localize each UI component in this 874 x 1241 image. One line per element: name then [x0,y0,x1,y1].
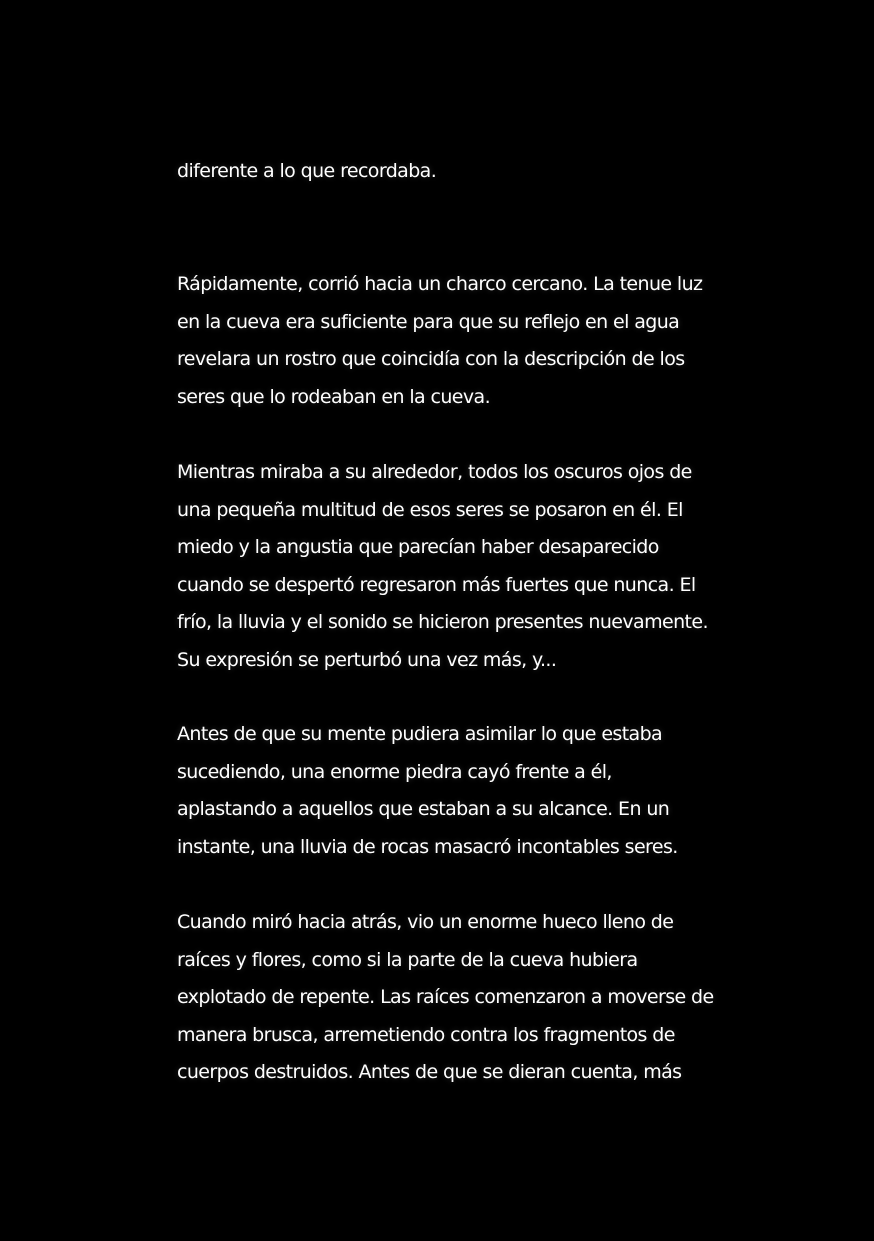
text-line: seres que lo rodeaban en la cueva. [177,385,491,408]
text-line: Antes de que su mente pudiera asimilar lo que estaba [177,723,663,745]
text-line: frío, la lluvia y el sonido se hicieron presentes nuevamente. [177,611,708,634]
text-line: una pequeña multitud de esos seres se posaron en él. El [177,498,683,521]
text-line: Mientras miraba a su alrededor, todos los oscuros ojos de [177,461,692,483]
text-line: Su expresión se perturbó una vez más, y... [177,649,557,671]
text-line: en la cueva era suficiente para que su reflejo en el agua [177,310,680,333]
text-line: diferente a lo que recordaba. [177,160,437,182]
text-line: explotado de repente. Las raíces comenzaron a moverse de [177,986,714,1009]
text-line: revelara un rostro que coincidía con la descripción de los [177,348,685,371]
text-line: instante, una lluvia de rocas masacró incontables seres. [177,835,678,858]
text-line: aplastando a aquellos que estaban a su alcance. En un [177,798,670,821]
text-line: Cuando miró hacia atrás, vio un enorme hueco lleno de [177,911,674,933]
text-line: cuerpos destruidos. Antes de que se dieran cuenta, más [177,1061,682,1084]
text-line: miedo y la angustia que parecían haber desaparecido [177,536,659,559]
text-line: manera brusca, arremetiendo contra los fragmentos de [177,1023,675,1046]
text-line: Rápidamente, corrió hacia un charco cercano. La tenue luz [177,273,703,295]
text-line: sucediendo, una enorme piedra cayó frente a él, [177,760,612,783]
text-line: cuando se despertó regresaron más fuertes que nunca. El [177,573,696,596]
text-line: raíces y flores, como si la parte de la cueva hubiera [177,948,638,971]
